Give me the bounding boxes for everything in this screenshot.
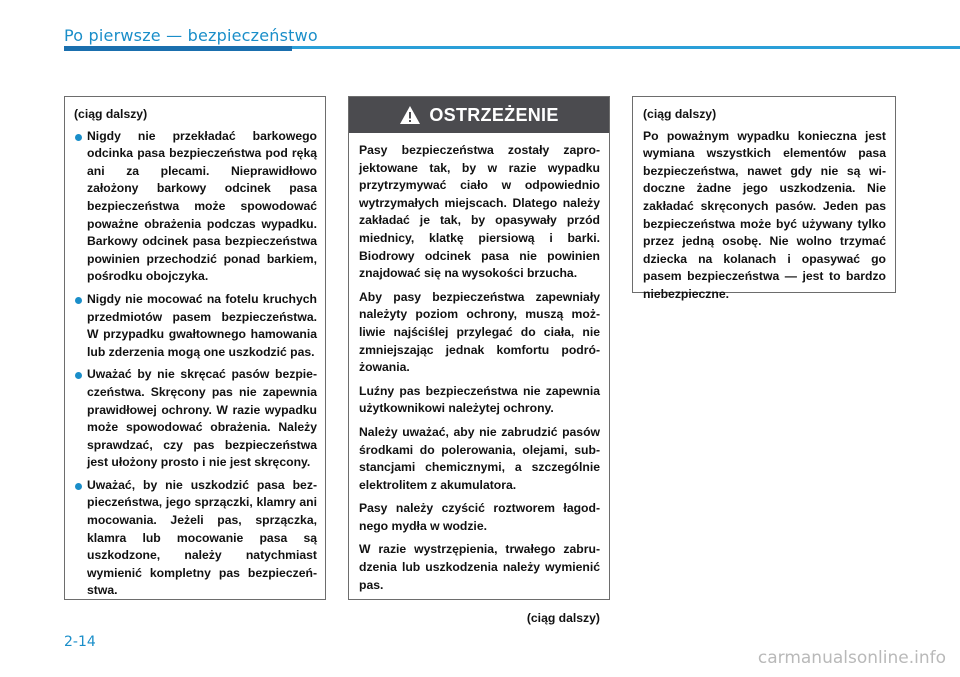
- bullet-item: [74, 128, 317, 286]
- page-number: 2-14: [64, 634, 96, 650]
- bullet-item: [74, 477, 317, 600]
- warning-body: [349, 133, 609, 642]
- bullet-dot-icon: [75, 134, 82, 141]
- warning-header: [349, 97, 609, 133]
- section-title: Po pierwsze — bezpieczeństwo: [64, 26, 318, 45]
- bullet-dot-icon: [75, 297, 82, 304]
- warning-heading: OSTRZEŻENIE: [429, 104, 559, 125]
- bullet-text: Nigdy nie mocować na fotelu kruchych przedmiotów pasem bezpieczeństwa. W przypadku gwałtownego hamowania lub zderzenia mogą one uszkodzić pas.: [87, 291, 317, 359]
- bullet-dot-icon: [75, 483, 82, 490]
- warning-box: [348, 96, 610, 626]
- bullet-text: Nigdy nie przekładać barkowego odcinka pasa bezpieczeństwa pod ręką ani za plecami. Nieprawidłowo założony barkowy odcinek pasa bezpieczeństwa może spowodować poważne obrażenia podczas wypadku. Barkowy odcinek pasa bezpieczeństwa powinien przechodzić ponad barkiem, pośrodku obojczyka.: [87, 128, 317, 284]
- warning-triangle-icon: [399, 105, 421, 125]
- body-paragraph: Po poważnym wypadku konieczna jest wymiana wszystkich elementów pasa bezpieczeństwa, nawet gdy nie są widoczne żadne jego uszkodzenia. Nie zakładać skręconych pasów. Jeden pas bezpieczeństwa może być używany tylko przez jedną osobę. Nie wolno trzymać dziecka na kolanach i opasywać go pasem bezpieczeństwa — jest to bardzo niebezpieczne.: [643, 128, 886, 301]
- header-rule-accent: [64, 46, 292, 51]
- bullet-list: [74, 128, 317, 600]
- warning-paragraph: Należy uważać, aby nie zabrudzić pasów środkami do polerowania, olejami, substancjami chemicznymi, a szczególnie elektrolitem z akumulatora.: [359, 424, 600, 492]
- continued-label: (ciąg dalszy): [74, 107, 148, 121]
- watermark: carmanualsonline.info: [757, 648, 946, 668]
- continued-label: (ciąg dalszy): [643, 107, 717, 121]
- warning-paragraph: Aby pasy bezpieczeństwa zapewniały należyty poziom ochrony, muszą możliwie najściślej przylegać do ciała, nie zmniejszając jednak komfortu podróżowania.: [359, 289, 600, 375]
- warning-paragraph: Luźny pas bezpieczeństwa nie zapewnia użytkownikowi należytej ochrony.: [359, 383, 600, 416]
- warning-paragraph: Pasy należy czyścić roztworem łagodnego mydła w wodzie.: [359, 501, 600, 533]
- continued-label: (ciąg dalszy): [526, 611, 600, 626]
- column-right-box: [632, 96, 896, 301]
- bullet-text: Uważać by nie skręcać pasów bezpieczeństwa. Skręcony pas nie zapewnia prawidłowej ochrony. W razie wypadku może spowodować obrażenia. Należy sprawdzać, czy pas bezpieczeństwa jest ułożony prosto i nie jest skręcony.: [87, 367, 317, 470]
- bullet-dot-icon: [75, 372, 82, 379]
- warning-paragraph: Pasy bezpieczeństwa zostały zaprojektowane tak, by w razie wypadku przytrzymywać ciało w odpowiednio wytrzymałych miejscach. Dlatego należy zakładać je tak, by opasywały przód miednicy, klatkę piersiową i barki. Biodrowy odcinek pasa nie powinien znajdować się na wysokości brzucha.: [359, 143, 600, 281]
- warning-paragraph: W razie wystrzępienia, trwałego zabrudzenia lub uszkodzenia należy wymienić pas.: [359, 542, 600, 592]
- bullet-text: Uważać, by nie uszkodzić pasa bezpieczeństwa, jego sprzączki, klamry ani mocowania. Jeżeli pas, sprzączka, klamra lub mocowanie pasa są uszkodzone, należy natychmiast wymienić kompletny pas bezpieczeństwa.: [87, 477, 317, 598]
- bullet-item: [74, 291, 317, 361]
- column-left-box: [64, 96, 326, 600]
- bullet-item: [74, 366, 317, 472]
